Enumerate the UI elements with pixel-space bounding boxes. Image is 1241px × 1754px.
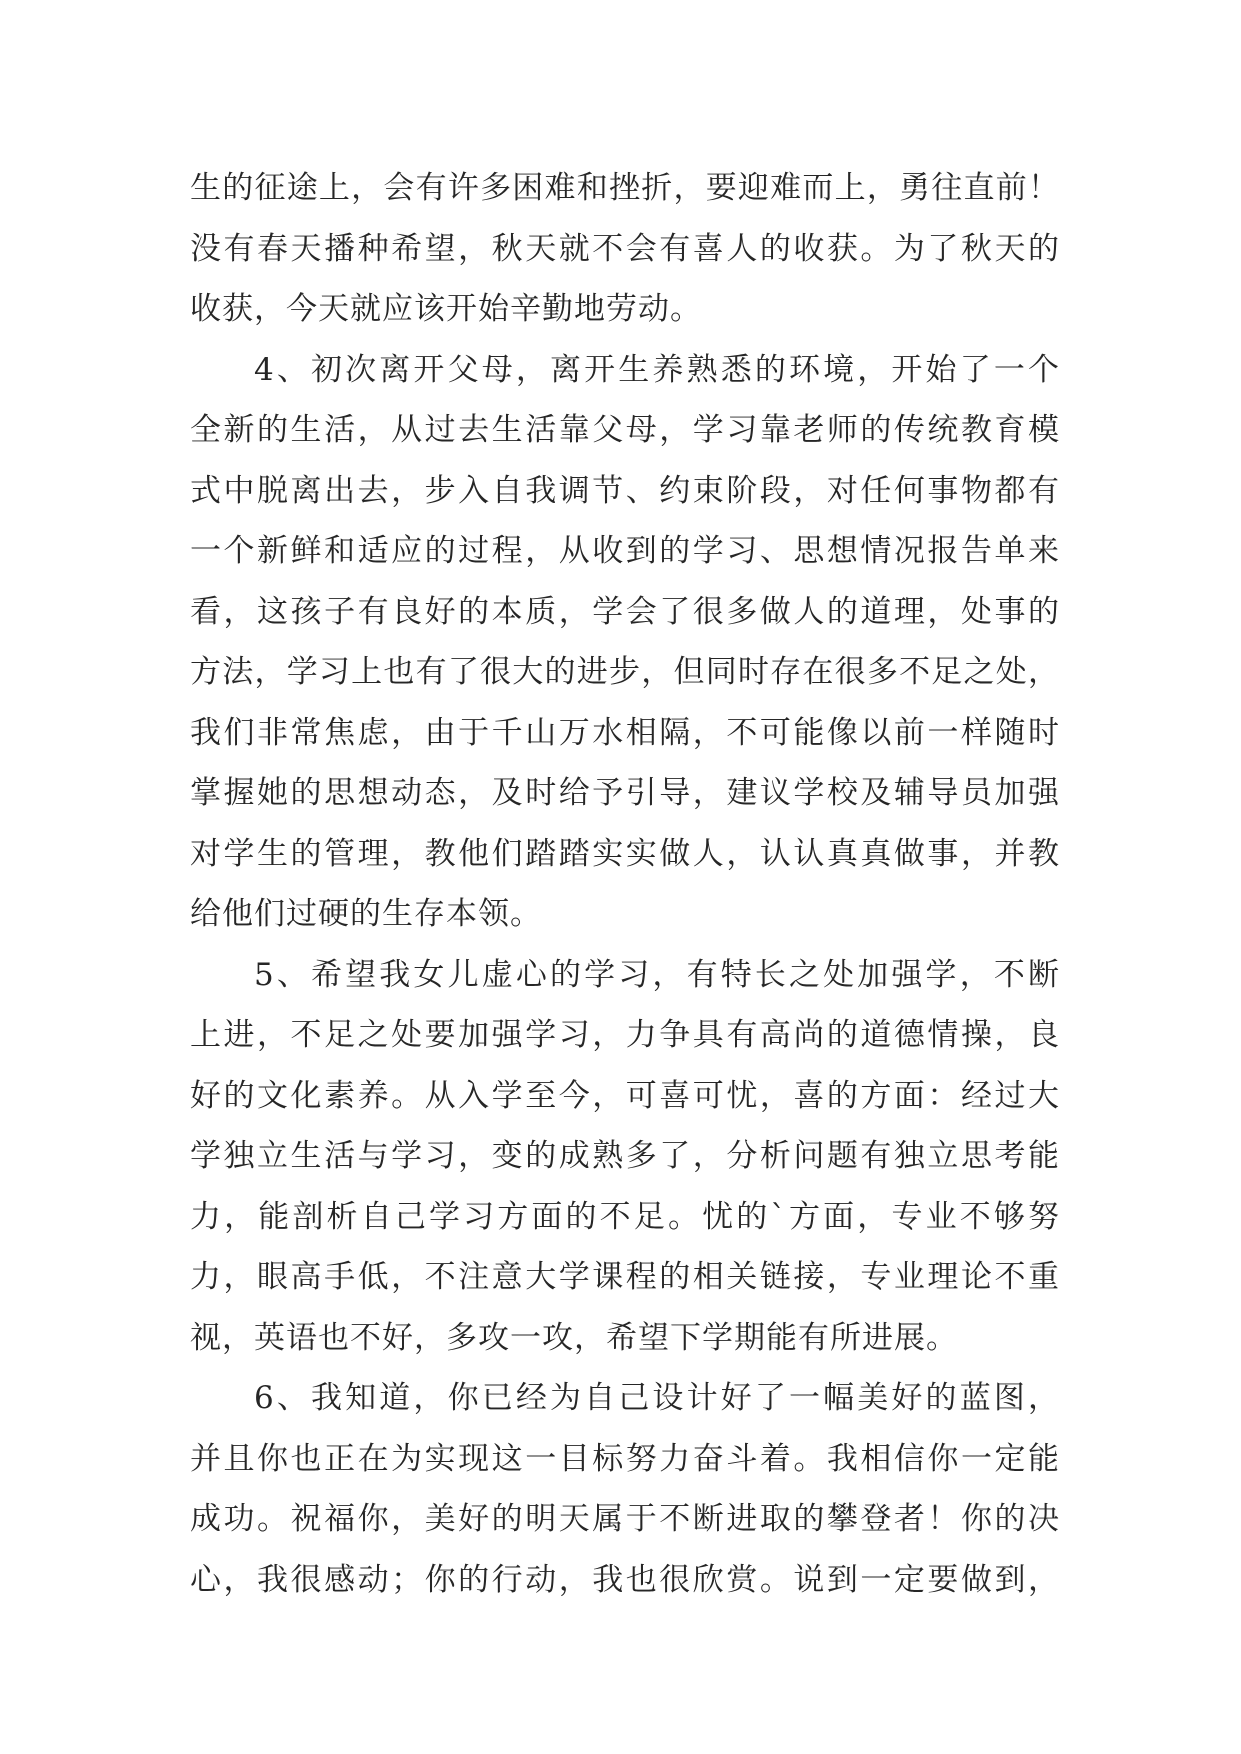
paragraph [190,158,1060,340]
body-text [190,158,1060,1610]
text-line: 看，这孩子有良好的本质，学会了很多做人的道理，处事的 [190,593,1060,630]
paragraph [190,340,1060,945]
paragraph [190,945,1060,1369]
text-line: 生的征途上，会有许多困难和挫折，要迎难而上，勇往直前！ [190,170,1060,206]
paragraph [190,1368,1060,1610]
text-line: 掌握她的思想动态，及时给予引导，建议学校及辅导员加强 [190,775,1060,811]
text-line: 全新的生活，从过去生活靠父母，学习靠老师的传统教育模 [190,412,1060,448]
text-line: 学独立生活与学习，变的成熟多了，分析问题有独立思考能 [190,1138,1060,1174]
text-line: 力，眼高手低，不注意大学课程的相关链接，专业理论不重 [190,1259,1060,1295]
text-line: 上进，不足之处要加强学习，力争具有高尚的道德情操，良 [190,1017,1060,1053]
text-line: 视，英语也不好，多攻一攻，希望下学期能有所进展。 [190,1319,958,1356]
text-line: 好的文化素养。从入学至今，可喜可忧，喜的方面：经过大 [190,1077,1060,1114]
text-line: 力，能剖析自己学习方面的不足。忧的`方面，专业不够努 [190,1198,1060,1235]
text-line: 没有春天播种希望，秋天就不会有喜人的收获。为了秋天的 [190,230,1060,267]
text-line: 5、希望我女儿虚心的学习，有特长之处加强学，不断 [254,956,1060,993]
text-line: 6、我知道，你已经为自己设计好了一幅美好的蓝图， [254,1380,1060,1416]
text-line: 式中脱离出去，步入自我调节、约束阶段，对任何事物都有 [190,472,1060,509]
text-line: 我们非常焦虑，由于千山万水相隔，不可能像以前一样随时 [190,714,1060,751]
text-line: 并且你也正在为实现这一目标努力奋斗着。我相信你一定能 [190,1440,1060,1477]
text-line: 成功。祝福你，美好的明天属于不断进取的攀登者！你的决 [190,1501,1060,1537]
text-line: 方法，学习上也有了很大的进步，但同时存在很多不足之处， [190,654,1060,690]
text-line: 心，我很感动；你的行动，我也很欣赏。说到一定要做到， [190,1561,1060,1598]
text-line: 一个新鲜和适应的过程，从收到的学习、思想情况报告单来 [190,533,1060,569]
text-line: 对学生的管理，教他们踏踏实实做人，认认真真做事，并教 [190,835,1060,872]
text-line: 4、初次离开父母，离开生养熟悉的环境，开始了一个 [254,351,1060,388]
text-line: 给他们过硬的生存本领。 [190,896,542,932]
text-line: 收获，今天就应该开始辛勤地劳动。 [190,291,702,327]
